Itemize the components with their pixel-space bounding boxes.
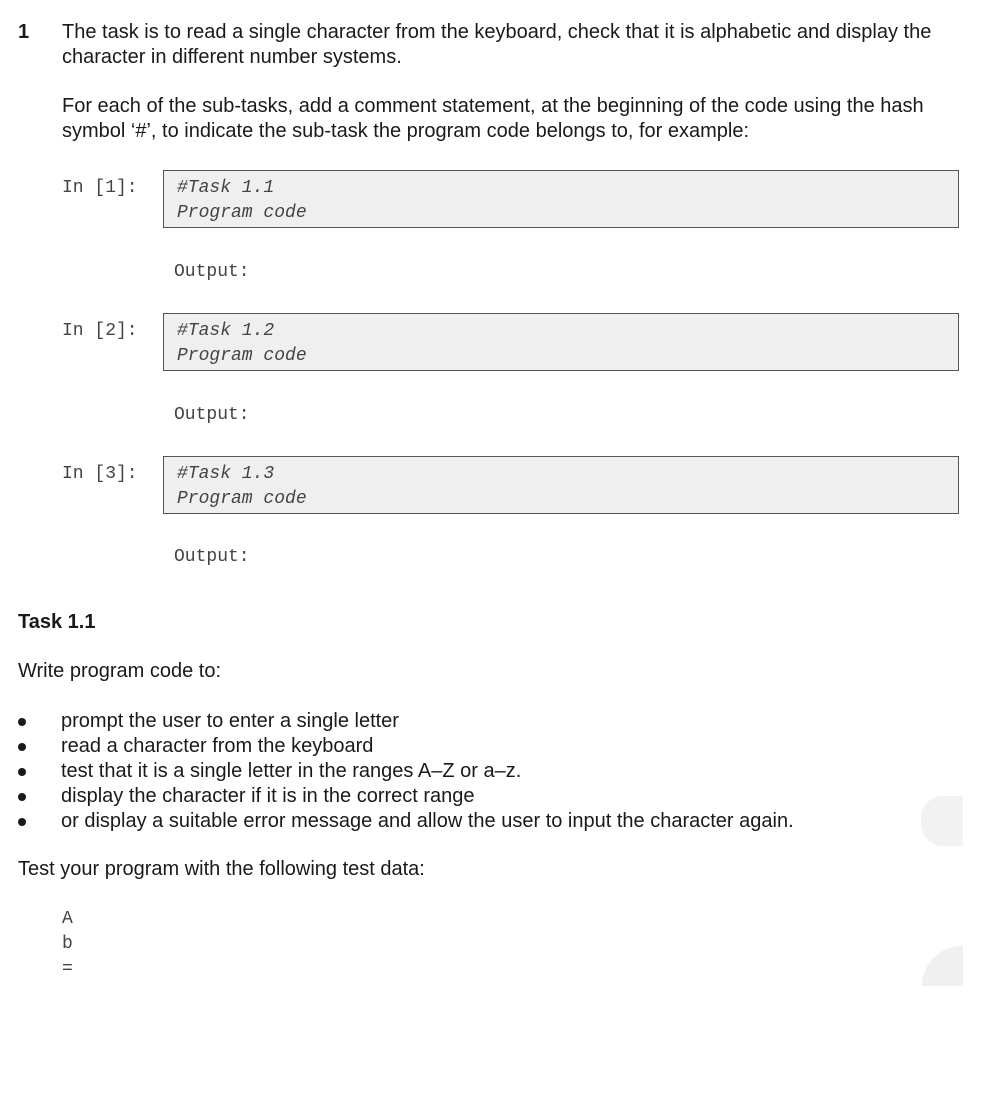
test-data-list — [62, 907, 73, 982]
test-data-item: = — [62, 959, 73, 979]
test-data-item: A — [62, 909, 73, 929]
list-item-text: test that it is a single letter in the ranges A–Z or a–z. — [61, 760, 522, 782]
list-item — [18, 784, 918, 809]
list-item-text: read a character from the keyboard — [61, 735, 374, 757]
cell-1-code: Program code — [177, 203, 307, 223]
list-item — [18, 709, 918, 734]
list-item-text: or display a suitable error message and allow the user to input the character again. — [61, 810, 794, 832]
task-heading: Task 1.1 — [18, 611, 96, 633]
cell-1-code-box — [163, 170, 959, 228]
list-item — [18, 759, 918, 784]
cell-2-code-box — [163, 313, 959, 371]
cell-3-label: In [3]: — [62, 464, 138, 484]
bullet-icon — [18, 743, 26, 751]
margin-shape — [922, 946, 963, 986]
bullet-icon — [18, 818, 26, 826]
cell-3-comment: #Task 1.3 — [177, 464, 275, 484]
cell-2-output-label: Output: — [174, 405, 250, 425]
bullet-icon — [18, 793, 26, 801]
cell-2-label: In [2]: — [62, 321, 138, 341]
cell-1-output-label: Output: — [174, 262, 250, 282]
test-data-item: b — [62, 934, 73, 954]
cell-3-code-box — [163, 456, 959, 514]
question-intro: The task is to read a single character from the keyboard, check that it is alphabetic and display the character in different number systems. — [62, 21, 932, 68]
list-item-text: display the character if it is in the correct range — [61, 785, 475, 807]
list-item — [18, 809, 918, 834]
write-intro: Write program code to: — [18, 660, 222, 682]
cell-2-comment: #Task 1.2 — [177, 321, 275, 341]
cell-2-code: Program code — [177, 346, 307, 366]
bullet-icon — [18, 718, 26, 726]
bullet-icon — [18, 768, 26, 776]
question-instruction: For each of the sub-tasks, add a comment statement, at the beginning of the code using the hash symbol ‘#’, to indicate the sub-task the program code belongs to, for example: — [62, 95, 924, 142]
list-item-text: prompt the user to enter a single letter — [61, 710, 399, 732]
requirements-list — [18, 709, 918, 834]
question-number: 1 — [18, 21, 30, 43]
cell-1-label: In [1]: — [62, 178, 138, 198]
test-intro: Test your program with the following test data: — [18, 858, 425, 880]
cell-1-comment: #Task 1.1 — [177, 178, 275, 198]
margin-shape — [921, 796, 963, 846]
list-item — [18, 734, 918, 759]
cell-3-code: Program code — [177, 489, 307, 509]
cell-3-output-label: Output: — [174, 547, 250, 567]
